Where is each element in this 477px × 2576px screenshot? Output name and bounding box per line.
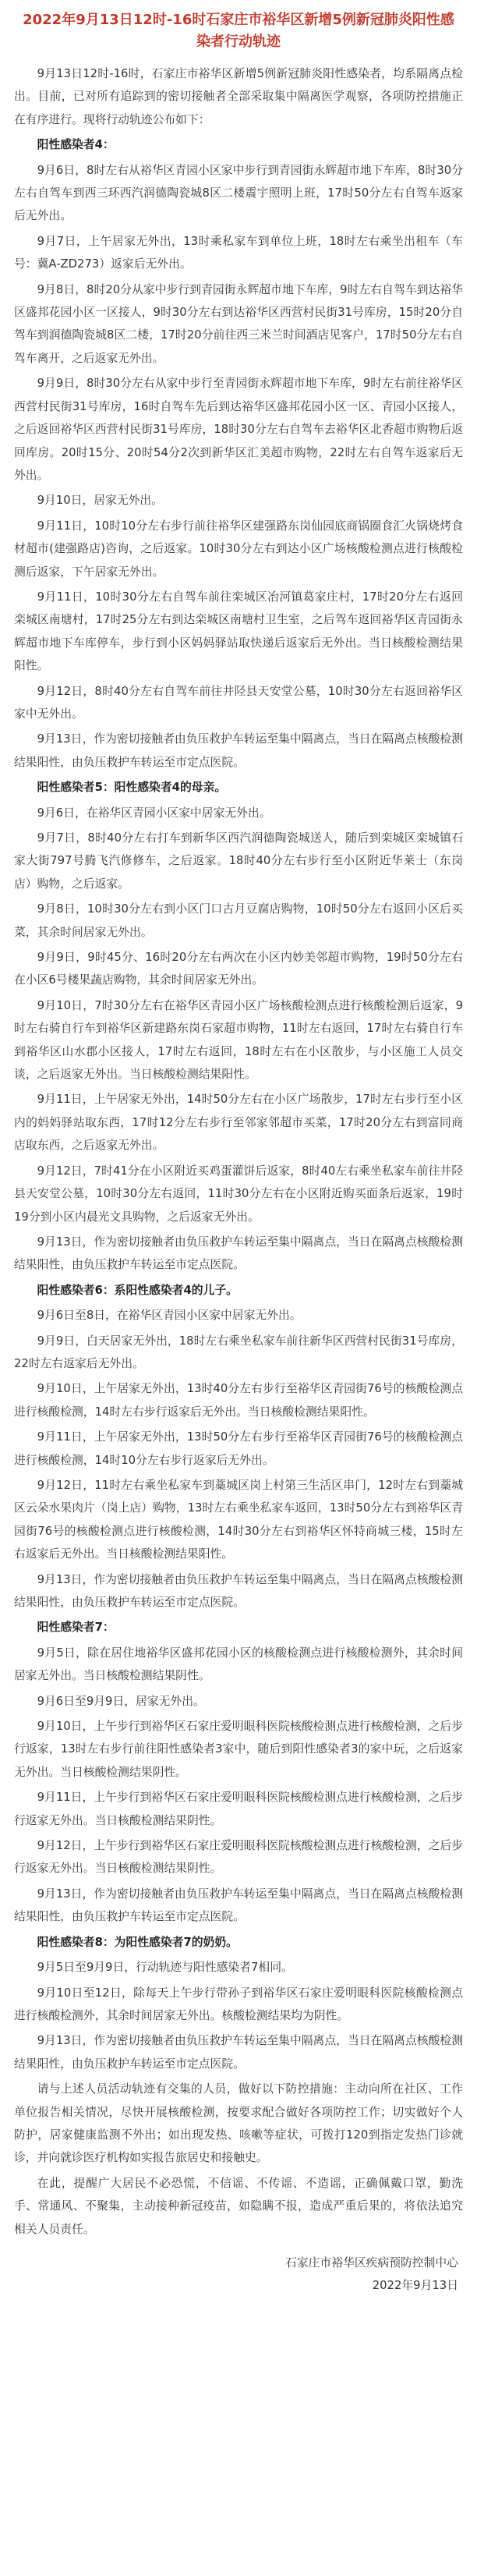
case-paragraph: 9月11日，10时10分左右步行前往裕华区建强路东岗仙园底商锅圈食汇火锅烧烤食材超市(建强路店)咨询，之后返家。10时30分左右到达小区广场核酸检测点进行核酸检测后返家，下午居家无外出。 — [14, 519, 463, 579]
case-paragraph: 9月8日，10时30分左右到小区门口古月豆腐店购物，10时50分左右返回小区后买菜，其余时间居家无外出。 — [14, 902, 463, 939]
case-paragraph: 9月5日，除在居住地裕华区盛邦花园小区的核酸检测点进行核酸检测外，其余时间居家无外出。当日核酸检测结果阴性。 — [14, 1646, 463, 1683]
case-paragraph: 9月12日，7时41分在小区附近买鸡蛋灌饼后返家，8时40左右乘坐私家车前往井陉县天安堂公墓，10时30分左右返回，11时30分左右在小区附近购买面条后返家，19时19分到小区内晨光文具购物，之后返家无外出。 — [14, 1164, 463, 1224]
case-paragraph: 9月6日至9月9日，居家无外出。 — [37, 1694, 205, 1708]
case-heading: 阳性感染者7： — [37, 1621, 115, 1635]
footer-date: 2022年9月13日 — [372, 2279, 458, 2293]
case-paragraph: 9月9日，白天居家无外出，18时左右乘坐私家车前往新华区西营村民街31号库房，22时左右返家后无外出。 — [14, 1334, 463, 1370]
case-paragraph: 9月6日，在裕华区青园小区家中居家无外出。 — [37, 806, 271, 820]
case-paragraph: 9月11日，上午居家无外出，14时50分左右在小区广场散步，17时左右步行至小区内的妈妈驿站取东西，17时12分左右步行至邻家邻超市买菜，17时20分左右到富同商店取东西，之后返家无外出。 — [14, 1093, 463, 1153]
article-title: 2022年9月13日12时-16时石家庄市裕华区新增5例新冠肺炎阳性感染者行动轨迹 — [23, 12, 454, 50]
case-section — [14, 1616, 463, 1928]
case-paragraph: 9月11日，上午居家无外出，13时50分左右步行至裕华区青园街76号的核酸检测点进行核酸检测，14时10分左右步行返家后无外出。 — [14, 1430, 463, 1467]
case-heading: 阳性感染者8：为阳性感染者7的奶奶。 — [37, 1935, 238, 1949]
footer-organization: 石家庄市裕华区疾病预防控制中心 — [285, 2255, 458, 2270]
case-paragraph: 9月10日，7时30分左右在裕华区青园小区广场核酸检测点进行核酸检测后返家，9时左右骑自行车到裕华区新建路东岗石家超市购物，11时左右返回，17时左右骑自行车到裕华区山水郡小区接人，17时左右返回，18时左右在小区散步，与小区施工人员交谈，之后返家无外出。当日核酸检测结果阳性。 — [14, 998, 463, 1082]
case-paragraph: 9月9日，8时30分左右从家中步行至青园街永辉超市地下车库，9时左右前往裕华区西营村民街31号库房，16时自驾车先后到达裕华区盛邦花园小区一区、青园小区接人，之后返回裕华区西营村民街31号库房，18时30分左右自驾车去裕华区北香超市购物后返回库房。20时15分、20时54分2次到新华区汇美超市购物，22时左右自驾车返家后无外出。 — [14, 377, 463, 482]
case-sections — [14, 133, 463, 2075]
intro-paragraph: 9月13日12时-16时，石家庄市裕华区新增5例新冠肺炎阳性感染者，均系隔离点检出。目前，已对所有追踪到的密切接触者全部采取集中隔离医学观察，各项防控措施正在有序进行。现将行动轨迹公布如下： — [14, 67, 463, 126]
case-heading: 阳性感染者6：系阳性感染者4的儿子。 — [37, 1283, 238, 1297]
case-paragraph: 9月6日，8时左右从裕华区青园小区家中步行到青园街永辉超市地下车库，8时30分左右自驾车到西三环西汽润德陶瓷城8区二楼震宇照明上班，17时50分左右自驾车返家后无外出。 — [14, 163, 463, 223]
case-heading: 阳性感染者5：阳性感染者4的母亲。 — [37, 781, 227, 795]
case-paragraph: 9月12日，上午步行到裕华区石家庄爱明眼科医院核酸检测点进行核酸检测，之后步行返家无外出。当日核酸检测结果阴性。 — [14, 1839, 463, 1876]
case-paragraph: 9月12日，11时左右乘坐私家车到藁城区岗上村第三生活区串门，12时左右到藁城区云朵水果肉片（岗上店）购物，13时左右乘坐私家车返回，13时50分左右到裕华区青园街76号的核酸检测点进行核酸检测，14时30分左右到裕华区怀特商城三楼，15时左右返家后无外出。当日核酸检测结果阳性。 — [14, 1478, 463, 1561]
intro-section — [14, 62, 463, 131]
case-section — [14, 1279, 463, 1614]
case-paragraph: 9月13日，作为密切接触者由负压救护车转运至集中隔离点，当日在隔离点核酸检测结果阳性，由负压救护车转运至市定点医院。 — [14, 2034, 463, 2071]
case-heading: 阳性感染者4： — [37, 138, 115, 152]
case-paragraph: 9月6日至8日，在裕华区青园小区家中居家无外出。 — [37, 1309, 302, 1323]
case-section — [14, 1931, 463, 2075]
case-paragraph: 9月13日，作为密切接触者由负压救护车转运至集中隔离点，当日在隔离点核酸检测结果阳性，由负压救护车转运至市定点医院。 — [14, 732, 463, 769]
closing-section — [14, 2078, 463, 2241]
case-section — [14, 776, 463, 1277]
case-paragraph: 9月11日，10时30分左右自驾车前往栾城区冶河镇葛家庄村，17时20分左右返回栾城区南塘村，17时25分左右到达栾城区南塘村卫生室，之后驾车返回裕华区青园街永辉超市地下车库停车，步行到小区妈妈驿站取快递后返家后无外出。当日核酸检测结果阳性。 — [14, 590, 463, 673]
case-paragraph: 9月7日，上午居家无外出，13时乘私家车到单位上班，18时左右乘坐出租车（车号：冀A-ZD273）返家后无外出。 — [14, 234, 463, 271]
case-section — [14, 133, 463, 774]
case-paragraph: 9月11日，上午步行到裕华区石家庄爱明眼科医院核酸检测点进行核酸检测，之后步行返家无外出。当日核酸检测结果阴性。 — [14, 1791, 463, 1827]
case-paragraph: 9月7日，8时40分左右打车到新华区西汽润德陶瓷城送人，随后到栾城区栾城镇石家大街797号腾飞汽修修车，之后返家。18时40分左右步行至小区附近华莱士（东岗店）购物，之后返家。 — [14, 831, 463, 891]
case-paragraph: 9月10日至12日，除每天上午步行带孙子到裕华区石家庄爱明眼科医院核酸检测点进行核酸检测外，其余时间居家无外出。核酸检测结果均为阴性。 — [14, 1986, 463, 2022]
case-paragraph: 9月12日，8时40分左右自驾车前往井陉县天安堂公墓，10时30分左右返回裕华区家中无外出。 — [14, 684, 463, 721]
case-paragraph: 9月9日，9时45分、16时20分左右两次在小区内妙美邻超市购物，19时50分左右在小区6号楼果蔬店购物，其余时间居家无外出。 — [14, 951, 463, 987]
case-paragraph: 9月10日，居家无外出。 — [37, 494, 164, 508]
closing-paragraph: 在此，提醒广大居民不必恐慌，不信谣、不传谣、不造谣，正确佩戴口罩，勤洗手、常通风、不聚集，主动接种新冠疫苗，如隐瞒不报，造成严重后果的，将依法追究相关人员责任。 — [14, 2176, 463, 2236]
case-paragraph: 9月8日，8时20分从家中步行到青园街永辉超市地下车库，9时左右自驾车到达裕华区盛邦花园小区一区接人，9时30分左右到达裕华区西营村民街31号库房，15时20分自驾车到润德陶瓷城8区二楼，17时20分前往西三米兰时间酒店见客户，17时50分左右自驾车离开，之后返家无外出。 — [14, 282, 463, 365]
case-paragraph: 9月13日，作为密切接触者由负压救护车转运至集中隔离点，当日在隔离点核酸检测结果阳性，由负压救护车转运至市定点医院。 — [14, 1572, 463, 1609]
case-paragraph: 9月10日，上午居家无外出，13时40分左右步行至裕华区青园街76号的核酸检测点进行核酸检测，14时左右步行返家后无外出。当日核酸检测结果阳性。 — [14, 1382, 463, 1419]
article-footer — [14, 2252, 463, 2298]
case-paragraph: 9月5日至9月9日，行动轨迹与阳性感染者7相同。 — [37, 1961, 293, 1975]
case-paragraph: 9月10日，上午步行到裕华区石家庄爱明眼科医院核酸检测点进行核酸检测，之后步行返家，13时左右步行前往阳性感染者3家中，随后到阳性感染者3的家中玩，之后返家无外出。当日核酸检测结果阴性。 — [14, 1720, 463, 1779]
closing-paragraph: 请与上述人员活动轨迹有交集的人员，做好以下防控措施：主动向所在社区、工作单位报告相关情况，尽快开展核酸检测，按要求配合做好各项防控工作；切实做好个人防护，居家健康监测不外出；如出现发热、咳嗽等症状，可拨打120到指定发热门诊就诊，并向就诊医疗机构如实报告旅居史和接触史。 — [14, 2082, 463, 2165]
case-paragraph: 9月13日，作为密切接触者由负压救护车转运至集中隔离点，当日在隔离点核酸检测结果阳性，由负压救护车转运至市定点医院。 — [14, 1887, 463, 1924]
case-paragraph: 9月13日，作为密切接触者由负压救护车转运至集中隔离点，当日在隔离点核酸检测结果阳性，由负压救护车转运至市定点医院。 — [14, 1235, 463, 1272]
